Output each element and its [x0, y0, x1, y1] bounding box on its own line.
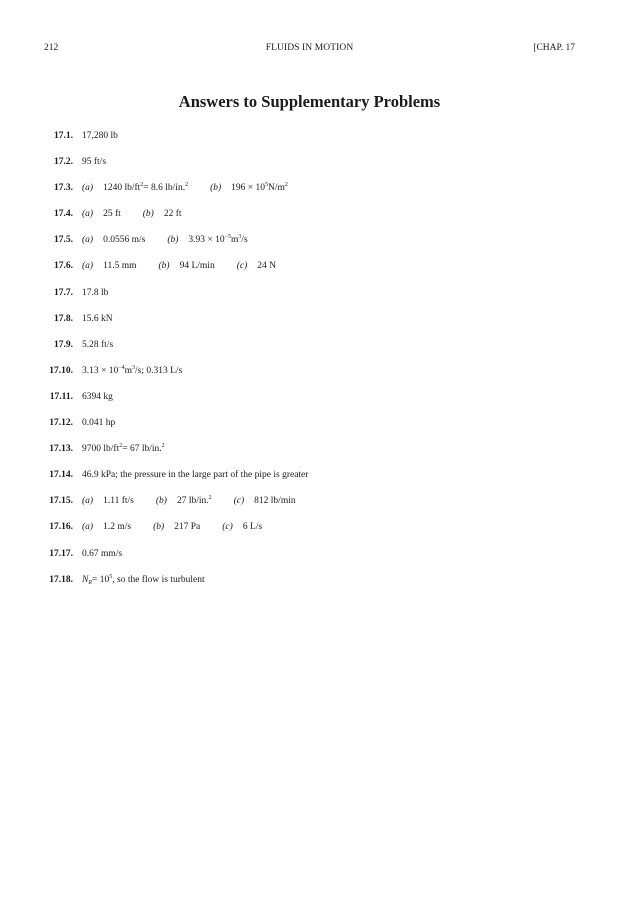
problem-number: 17.9.	[54, 339, 73, 350]
part-b-value: 22 ft	[163, 209, 182, 220]
part-label-a: (a)	[82, 235, 94, 246]
part-a-value: 0.0556 m/s	[103, 235, 146, 246]
answer-text: 5.28 ft/s	[82, 339, 114, 350]
answer-row	[0, 575, 619, 601]
part-b-value: $196 \times 10^5N/m^2$	[231, 182, 288, 194]
answer-row	[0, 522, 619, 548]
problem-number: 17.10.	[49, 365, 73, 376]
answer-text: 17,280 lb	[82, 131, 118, 141]
page-number: 212	[44, 43, 59, 53]
answer-text: 6394 kg	[82, 391, 113, 402]
answer-text: 95 ft/s	[82, 157, 107, 168]
part-a-value: 1.11 ft/s	[103, 496, 134, 507]
answer-row	[0, 444, 619, 470]
problem-number: 17.6.	[54, 261, 73, 272]
part-b-value: 27 lb/in.$^2$	[176, 495, 212, 507]
problem-number: 17.17.	[49, 548, 73, 559]
answer-text: 15.6 kN	[82, 313, 113, 324]
answer-text	[82, 496, 296, 506]
part-c-value: 6 L/s	[242, 522, 263, 533]
answers-list	[0, 131, 619, 601]
part-label-c: (c)	[236, 261, 248, 272]
answer-row	[0, 549, 619, 575]
problem-number: 17.18.	[49, 574, 73, 585]
part-label-a: (a)	[82, 261, 94, 272]
running-title: FLUIDS IN MOTION	[265, 43, 354, 53]
page-title: Answers to Supplementary Problems	[178, 92, 441, 111]
part-b-value: 217 Pa	[174, 522, 201, 533]
answer-text: 0.67 mm/s	[82, 548, 123, 559]
answer-text	[82, 235, 248, 245]
part-label-b: (b)	[142, 209, 154, 220]
answer-row	[0, 183, 619, 209]
problem-number: 17.4.	[54, 209, 73, 220]
problem-number: 17.12.	[49, 418, 73, 429]
answer-row	[0, 470, 619, 496]
answer-row	[0, 235, 619, 261]
part-b-value: $3.93 \times 10^{-5}m^3/s$	[188, 234, 248, 246]
answer-row	[0, 314, 619, 340]
part-b-value: 94 L/min	[179, 261, 215, 272]
chapter-label: [CHAP. 17	[533, 43, 575, 53]
part-c-value: 812 lb/min	[254, 496, 296, 507]
answer-text: 9700 $lb/ft^2= 67$ lb/in.$^2$	[82, 443, 165, 455]
problem-number: 17.15.	[49, 496, 73, 507]
answer-text	[82, 183, 288, 193]
part-a-value: 1.2 m/s	[103, 522, 132, 533]
answer-text	[82, 522, 262, 532]
answer-row	[0, 496, 619, 522]
part-label-c: (c)	[233, 496, 245, 507]
part-label-b: (b)	[155, 496, 167, 507]
part-label-a: (a)	[82, 183, 94, 194]
answer-text	[82, 261, 276, 271]
problem-number: 17.8.	[54, 313, 73, 324]
part-a-value: 1240 $lb/ft^2= 8.6$ lb/in.$^2$	[103, 182, 189, 194]
problem-number: 17.16.	[49, 522, 73, 533]
part-label-b: (b)	[210, 183, 222, 194]
answer-row	[0, 131, 619, 157]
answer-text	[82, 209, 182, 219]
answer-text: 0.041 hp	[82, 418, 116, 429]
problem-number: 17.2.	[54, 157, 73, 168]
answer-row	[0, 261, 619, 287]
part-label-b: (b)	[158, 261, 170, 272]
answer-text: $N_R= 10^5$, so the flow is turbulent	[82, 573, 205, 586]
part-label-b: (b)	[153, 522, 165, 533]
part-a-value: 11.5 mm	[103, 261, 137, 272]
answer-text: 46.9 kPa; the pressure in the large part of the pipe is greater	[82, 470, 309, 481]
answer-text: $3.13 \times 10^{-4}m^3/s$; 0.313 L/s	[82, 364, 183, 376]
answer-row	[0, 340, 619, 366]
problem-number: 17.5.	[54, 235, 73, 246]
problem-number: 17.14.	[49, 470, 73, 481]
part-label-c: (c)	[222, 522, 233, 533]
part-label-a: (a)	[82, 522, 94, 533]
part-label-a: (a)	[82, 496, 94, 507]
problem-number: 17.1.	[54, 131, 73, 141]
answer-row	[0, 392, 619, 418]
problem-number: 17.13.	[49, 444, 73, 455]
running-header	[44, 43, 575, 57]
problem-number: 17.7.	[54, 287, 73, 298]
part-label-a: (a)	[82, 209, 94, 220]
part-c-value: 24 N	[257, 261, 276, 272]
answer-row	[0, 418, 619, 444]
part-label-b: (b)	[167, 235, 179, 246]
answer-text: 17.8 lb	[82, 287, 109, 298]
answer-row	[0, 157, 619, 183]
problem-number: 17.11.	[49, 391, 73, 402]
answer-row	[0, 288, 619, 314]
problem-number: 17.3.	[54, 183, 73, 194]
answer-row	[0, 366, 619, 392]
part-a-value: 25 ft	[103, 209, 121, 220]
answer-row	[0, 209, 619, 235]
